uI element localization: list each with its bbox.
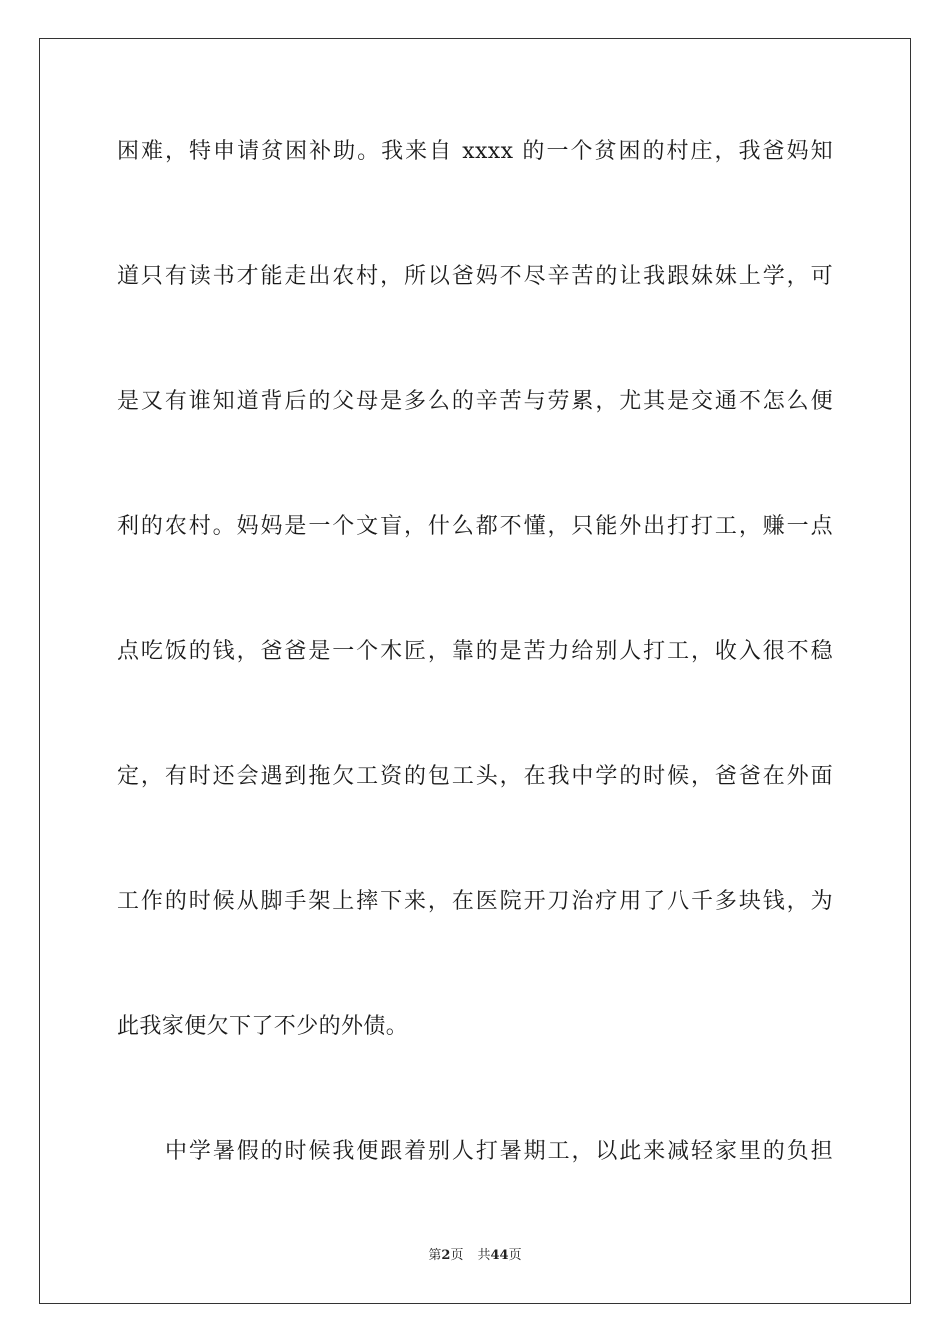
- text-line-4: 利的农村。妈妈是一个文盲，什么都不懂，只能外出打打工，赚一点: [117, 514, 833, 539]
- document-body: [117, 129, 833, 1254]
- text-line-5: 点吃饭的钱，爸爸是一个木匠，靠的是苦力给别人打工，收入很不稳: [117, 639, 833, 664]
- text-line-6: 定，有时还会遇到拖欠工资的包工头，在我中学的时候，爸爸在外面: [117, 764, 833, 789]
- text-line-9-paragraph-start: 中学暑假的时候我便跟着别人打暑期工，以此来减轻家里的负担: [165, 1139, 833, 1164]
- text-line-3: 是又有谁知道背后的父母是多么的辛苦与劳累，尤其是交通不怎么便: [117, 389, 833, 414]
- text-line-8: 此我家便欠下了不少的外债。: [117, 1014, 409, 1039]
- page-number: 2: [441, 1248, 451, 1263]
- total-suffix: 页: [508, 1248, 522, 1263]
- page-footer: [0, 1246, 950, 1266]
- total-prefix: 共: [477, 1248, 491, 1263]
- text-line-7: 工作的时候从脚手架上摔下来，在医院开刀治疗用了八千多块钱，为: [117, 889, 833, 914]
- text-line-1: 困难，特申请贫困补助。我来自 xxxx 的一个贫困的村庄，我爸妈知: [117, 139, 833, 164]
- text-line-2: 道只有读书才能走出农村，所以爸妈不尽辛苦的让我跟妹妹上学，可: [117, 264, 833, 289]
- total-pages: 44: [490, 1248, 509, 1263]
- page-suffix: 页: [450, 1248, 464, 1263]
- page-prefix: 第: [428, 1248, 442, 1263]
